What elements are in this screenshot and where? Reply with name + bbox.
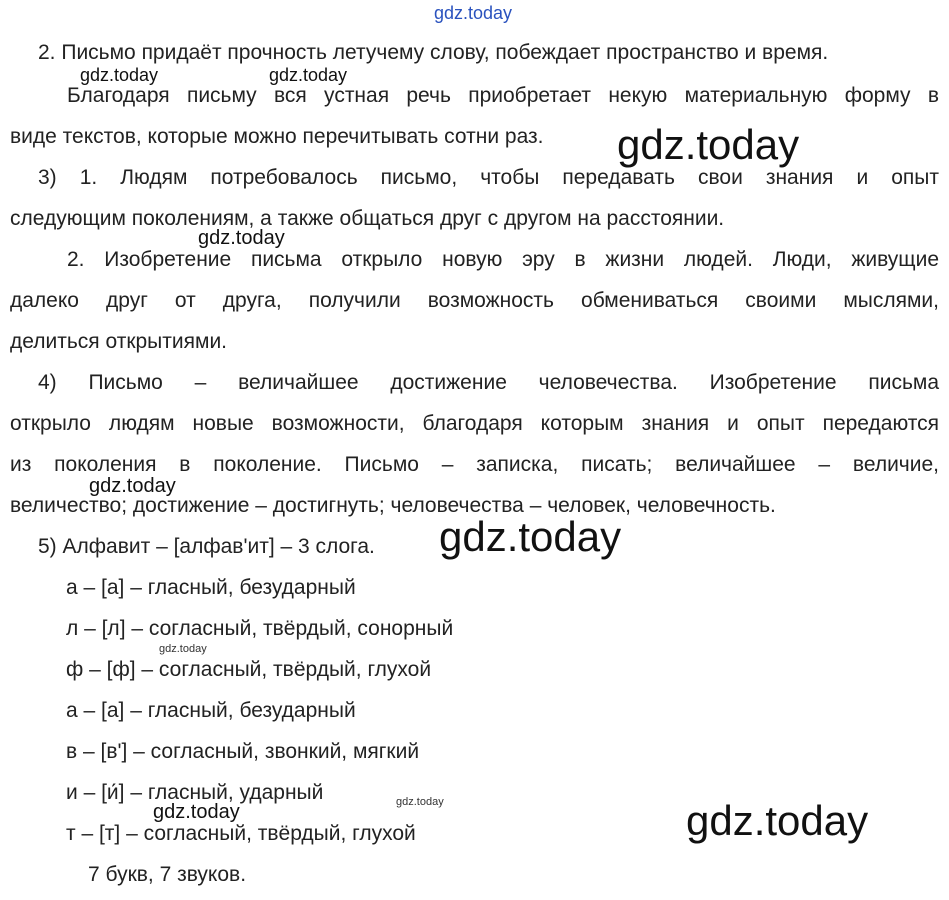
paragraph-2-line-2: Благодаря письму вся устная речь приобретает некую материальную форму в [67,84,939,107]
watermark: gdz.today [80,65,159,85]
watermark-large: gdz.today [617,121,800,168]
paragraph-3-line-4: далеко друг от друга, получили возможность обмениваться своими мыслями, [10,289,939,312]
phonetic-line: а – [а] – гласный, безударный [66,699,356,722]
paragraph-4-line-3: из поколения в поколение. Письмо – записка, писать; величайшее – величие, [10,453,939,476]
phonetic-line: л – [л] – согласный, твёрдый, сонорный [66,617,454,640]
phonetic-line: и – [и́] – гласный, ударный [66,781,324,804]
watermark-large: gdz.today [686,797,869,844]
paragraph-4-line-1: 4) Письмо – величайшее достижение человечества. Изобретение письма [38,371,939,394]
paragraph-3-line-1: 3) 1. Людям потребовалось письмо, чтобы передавать свои знания и опыт [38,166,939,189]
paragraph-4-line-2: открыло людям новые возможности, благодаря которым знания и опыт передаются [10,412,939,435]
watermark-small: gdz.today [159,643,207,655]
phonetic-line: а – [а] – гласный, безударный [66,576,356,599]
watermark-top: gdz.today [434,3,513,23]
phonetic-line: в – [в'] – согласный, звонкий, мягкий [66,740,420,763]
watermark: gdz.today [153,801,240,823]
paragraph-5-title: 5) Алфавит – [алфав'ит] – 3 слога. [38,535,375,558]
paragraph-3-line-5: делиться открытиями. [10,330,228,353]
watermark: gdz.today [198,227,285,249]
watermark: gdz.today [269,65,348,85]
paragraph-3-line-2: следующим поколениям, а также общаться друг с другом на расстоянии. [10,207,725,230]
watermark-large: gdz.today [439,513,622,560]
phonetic-line: ф – [ф] – согласный, твёрдый, глухой [66,658,432,681]
paragraph-2-line-3: виде текстов, которые можно перечитывать сотни раз. [10,125,544,148]
paragraph-3-line-3: 2. Изобретение письма открыло новую эру в жизни людей. Люди, живущие [67,248,939,271]
phonetic-line: т – [т] – согласный, твёрдый, глухой [66,822,416,845]
paragraph-4-line-4: величество; достижение – достигнуть; человечества – человек, человечность. [10,494,776,517]
watermark: gdz.today [89,475,176,497]
summary-line: 7 букв, 7 звуков. [88,863,247,886]
watermark-small: gdz.today [396,796,444,808]
paragraph-2-line-1: 2. Письмо придаёт прочность летучему слову, побеждает пространство и время. [38,41,829,64]
